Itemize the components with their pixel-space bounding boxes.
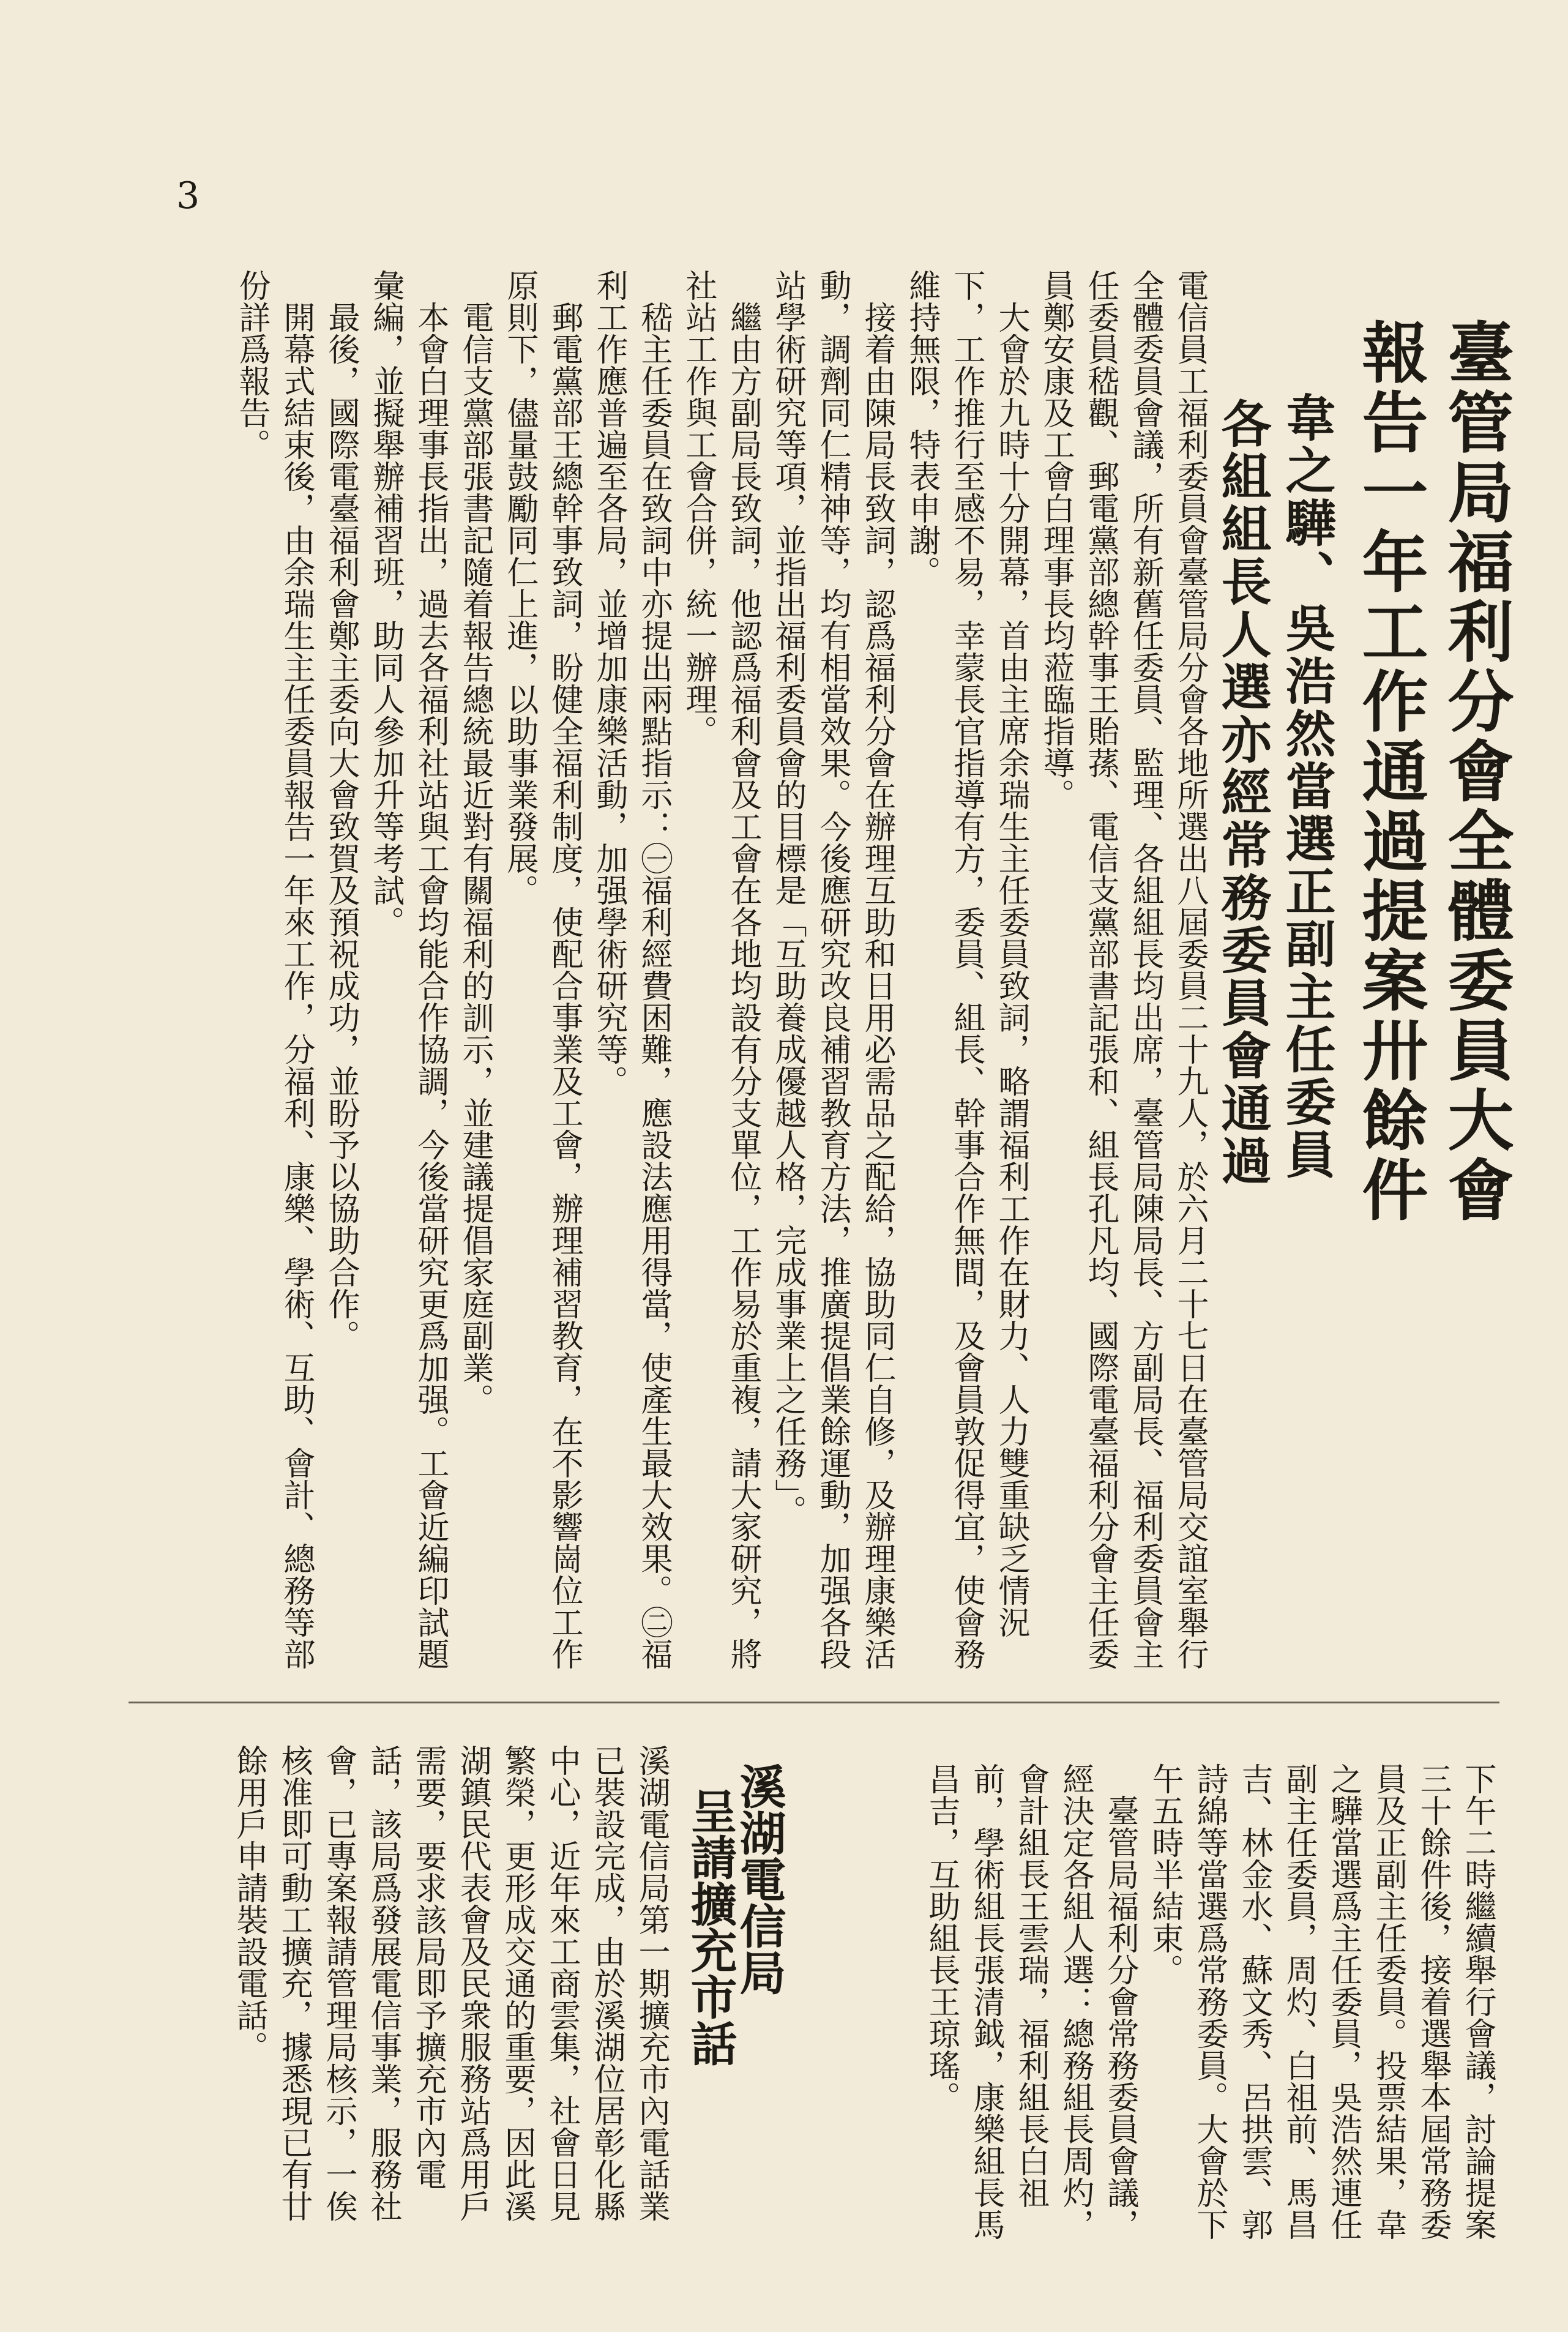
article-2-title-line-2: 呈請擴充市話 xyxy=(683,1787,737,2066)
article-2-body: 溪湖電信局第一期擴充市內電話業已裝設完成，由於溪湖位居彰化縣中心，近年來工商雲集，社會日見繁榮，更形成交通的重要，因此溪湖鎮民代表會及民衆服務站爲用戶需要，要求該局即予擴充市內電話，該局爲發展電信事業，服務社會，已專案報請管理局核示，一俟核准即可動工擴充，據悉現已有廿餘用戶申請裝設電話。 xyxy=(231,1744,670,2222)
headline-main: 臺管局福利分會全體委員大會 xyxy=(1436,318,1514,1225)
article-1-upper-body: 電信員工福利委員會臺管局分會各地所選出八屆委員二十九人，於六月二十七日在臺管局交誼室舉行全體委員會議，所有新舊任委員、監理、各組組長均出席，臺管局陳局長、方副局長、福利委員會主任委員嵇觀、郵電黨部總幹事王貽蓀、電信支黨部書記張和、組長孔凡均、國際電臺福利分會主任委員鄭安康及工會白理事長均蒞臨指導。 大會於九時十分開幕，首由主席余瑞生主任委員致詞，略謂福利工作在財力、人力雙重缺乏情況下，工作推行至感不易，幸蒙長官指導有方，委員、組長、幹事合作無間，及會員敦促得宜，使會務維持無限，特表申謝。 接着由陳局長致詞，認爲福利分會在辦理互助和日用必需品之配給，協助同仁自修，及辦理康樂活動，調劑同仁精神等，均有相當效果。今後應研究改良補習教育方法，推廣提倡業餘運動，加强各段站學術研究等項，並指出福利委員會的目標是「互助養成優越人格，完成事業上之任務」。 繼由方副局長致詞，他認爲福利會及工會在各地均設有分支單位，工作易於重複，請大家研究，將社站工作與工會合併，統一辦理。 嵇主任委員在致詞中亦提出兩點指示：㊀福利經費困難，應設法應用得當，使產生最大效果。㊁福利工作應普遍至各局，並增加康樂活動，加强學術研究等。 郵電黨部王總幹事致詞，盼健全福利制度，使配合事業及工會，辦理補習教育，在不影響崗位工作原則下，儘量鼓勵同仁上進，以助事業發展。 電信支黨部張書記隨着報告總統最近對有關福利的訓示，並建議提倡家庭副業。 本會白理事長指出，過去各福利社站與工會均能合作協調，今後當研究更爲加强。工會近編印試題彙編，並擬舉辦補習班，助同人參加升等考試。 最後，國際電臺福利會鄭主委向大會致賀及預祝成功，並盼予以協助合作。 開幕式結束後，由余瑞生主任委員報告一年來工作，分福利、康樂、學術、互助、會計、總務等部份詳爲報告。 xyxy=(233,269,1208,1670)
section-divider xyxy=(129,1702,1499,1703)
headline-sub-1: 韋之驊、吳浩然當選正副主任委員 xyxy=(1277,392,1336,1181)
page-number: 3 xyxy=(176,174,200,217)
headline-main-2: 報告一年工作通過提案卅餘件 xyxy=(1351,318,1428,1225)
article-1-lower-body: 下午二時繼續舉行會議，討論提案三十餘件後，接着選舉本屆常務委員及正副主任委員。投票結果，韋之驊當選爲主任委員，吳浩然連任副主任委員，周灼、白祖前、馬昌吉、林金水、蘇文秀、呂拱雲、郭詩綿等當選爲常務委員。大會於下午五時半結束。 臺管局福利分會常務委員會議，經決定各組人選：總務組長周灼，會計組長王雲瑞，福利組長白祖前，學術組長張清鉞，康樂組長馬昌吉，互助組長王琼瑤。 xyxy=(923,1763,1496,2240)
headline-sub-2: 各組組長人選亦經常務委員會通過 xyxy=(1213,398,1272,1187)
article-2-title-line-1: 溪湖電信局 xyxy=(732,1763,786,1995)
